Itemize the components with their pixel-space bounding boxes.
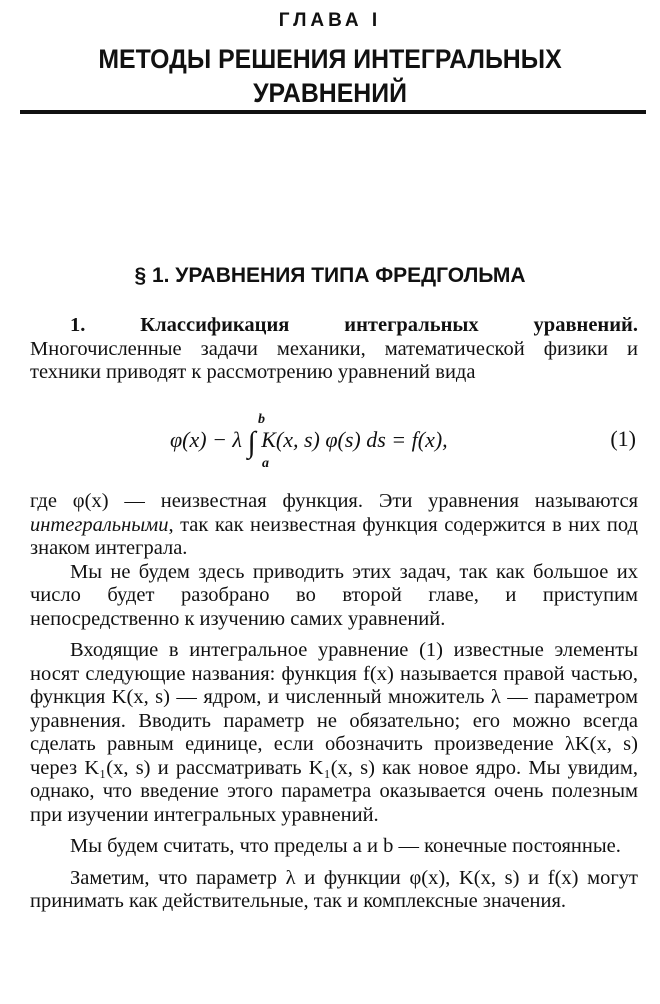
integral-lower-limit: a <box>262 456 269 471</box>
body-text <box>30 490 638 914</box>
emphasis-integral: интегральными <box>30 513 169 536</box>
equation-number: (1) <box>610 426 636 451</box>
paragraph-1-suffix: , так как неизвестная функция содержится в них под знаком интеграла. <box>30 513 638 559</box>
paragraph-1 <box>30 490 638 561</box>
equation-integrand: K(x, s) φ(s) ds = f(x), <box>261 427 448 452</box>
paragraph-1-prefix: где φ(x) — неизвестная функция. Эти уравнения называются <box>30 490 638 512</box>
equation-1 <box>0 412 660 471</box>
equation-expression <box>170 426 448 460</box>
chapter-label: ГЛАВА I <box>278 10 382 31</box>
subsection-title: 1. Классификация интегральных уравнений. <box>70 314 638 336</box>
equation-lhs: φ(x) − λ <box>170 427 242 452</box>
intro-paragraph <box>30 314 638 385</box>
chapter-title-line-2: УРАВНЕНИЙ <box>253 78 407 108</box>
paragraph-2: Мы не будем здесь приводить этих задач, так как большое их число будет разобрано во второй главе, и приступим непосредственно к изучению самих уравнений. <box>30 560 638 630</box>
section-heading: § 1. УРАВНЕНИЯ ТИПА ФРЕДГОЛЬМА <box>134 264 526 287</box>
chapter-title <box>82 42 579 110</box>
paragraph-5: Заметим, что параметр λ и функции φ(x), K(x, s) и f(x) могут принимать как действительные, так и комплексные значения. <box>30 866 638 912</box>
intro-text: Многочисленные задачи механики, математической физики и техники приводят к рассмотрению уравнений вида <box>30 337 638 383</box>
integral-sign: ∫ <box>247 426 256 459</box>
integral-upper-limit: b <box>258 412 265 427</box>
paragraph-4: Мы будем считать, что пределы a и b — конечные постоянные. <box>70 835 621 857</box>
chapter-divider-rule <box>20 110 646 114</box>
chapter-title-line-1: МЕТОДЫ РЕШЕНИЯ ИНТЕГРАЛЬНЫХ <box>98 44 562 74</box>
paragraph-3: Входящие в интегральное уравнение (1) известные элементы носят следующие названия: функция f(x) называется правой частью, функция K(x, s) — ядром, и численный множитель λ — параметром уравнения. Вводить параметр не обязательно; его можно всегда сделать равным единице, если обозначить произведение λK(x, s) через K₁(x, s) и рассматривать K₁(x, s) как новое ядро. Мы увидим, однако, что введение этого параметра оказывается очень полезным при изучении интегральных уравнений. <box>30 639 638 826</box>
